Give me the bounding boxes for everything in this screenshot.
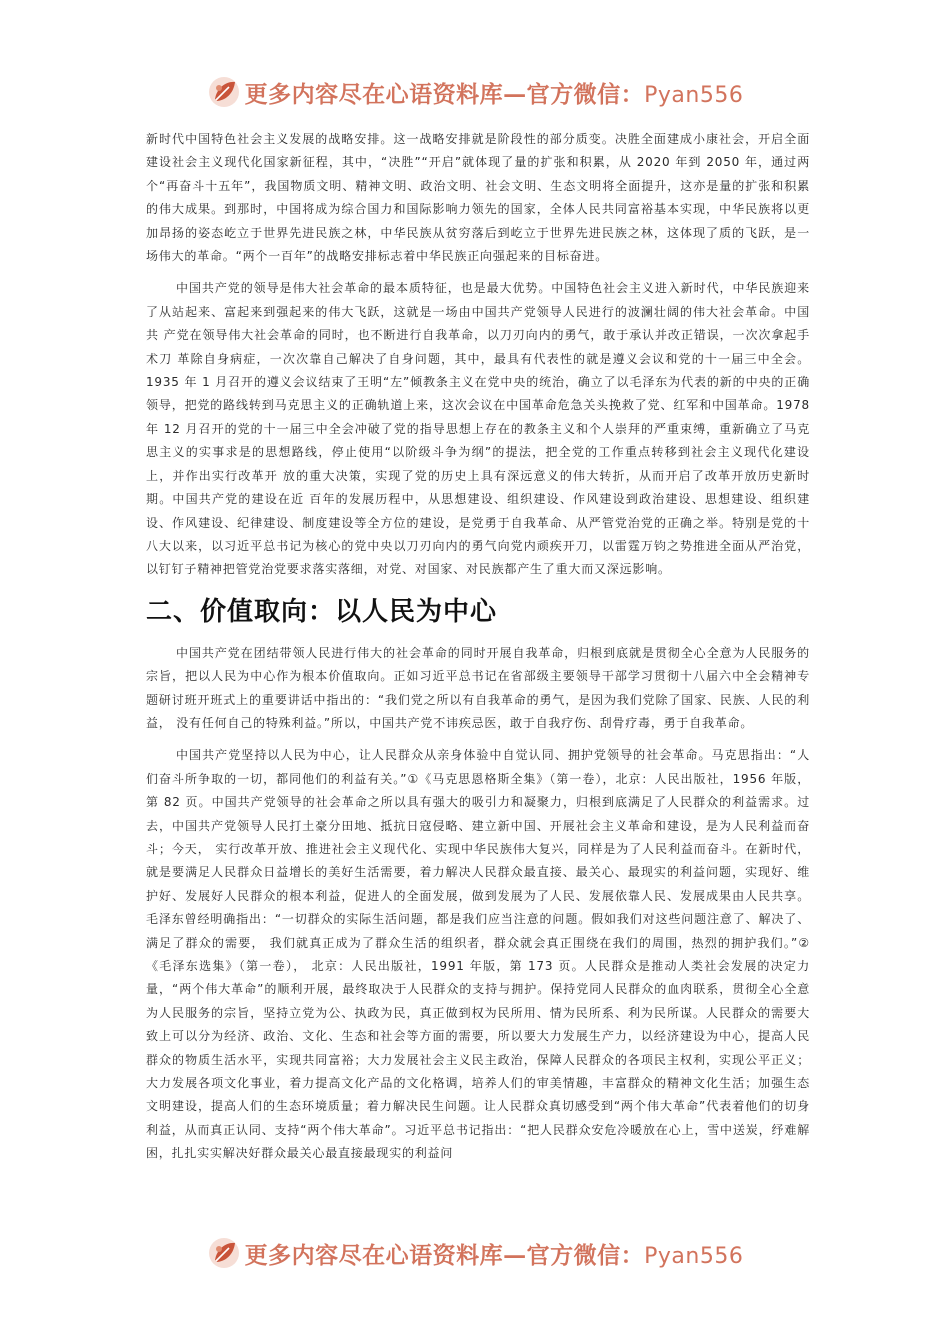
wechat-id: Pyan556 [644,82,744,108]
red-leaf-logo-icon [207,75,241,109]
paragraph: 中国共产党在团结带领人民进行伟大的社会革命的同时开展自我革命，归根到底就是贯彻全心全意为人民服务的 宗旨，把以人民为中心作为根本价值取向。正如习近平总书记在省部级主要领导干部学习贯彻十八届六中全会精神专题研讨班开班式上的重要讲话中指出的：“我们党之所以有自我革命的勇气，是因为我们党除了国家、民族、人民的利益， 没有任何自己的特殊利益。”所以，中国共产党不讳疾忌医，敢于自我疗伤、刮骨疗毒，勇于自我革命。 [146,645,810,730]
wechat-id: Pyan556 [644,1243,744,1269]
red-leaf-logo-icon [207,1236,241,1270]
paragraph: 新时代中国特色社会主义发展的战略安排。这一战略安排就是阶段性的部分质变。决胜全面建成小康社会，开启全面建设社会主义现代化国家新征程，其中，“决胜”“开启”就体现了量的扩张和积累，从 2020 年到 2050 年，通过两个“再奋斗十五年”，我国物质文明、精神文明、政治文明、社会文明、生态文明将全面提升，这亦是量的扩张和积累的伟大成果。到那时，中国将成为综合国力和国际影响力领先的国家，全体人民共同富裕基本实现，中华民族将以更加昂扬的姿态屹立于世界先进民族之林，中华民族从贫穷落后到屹立于世界先进民族之林，这体现了质的飞跃，是一场伟大的革命。“两个一百年”的战略安排标志着中华民族正向强起来的目标奋进。 [146,132,810,264]
document-body [146,128,810,1175]
paragraph: 中国共产党坚持以人民为中心，让人民群众从亲身体验中自觉认同、拥护党领导的社会革命。马克思指出：“人们奋斗所争取的一切，都同他们的利益有关。”①《马克思恩格斯全集》（第一卷），北京：人民出版社，1956 年版，第 82 页。中国共产党领导的社会革命之所以具有强大的吸引力和凝聚力，归根到底满足了人民群众的利益需求。过去，中国共产党领导人民打土豪分田地、抵抗日寇侵略、建立新中国、开展社会主义革命和建设，是为人民利益而奋斗；今天， 实行改革开放、推进社会主义现代化、实现中华民族伟大复兴，同样是为了人民利益而奋斗。在新时代，就是要满足人民群众日益增长的美好生活需要，着力解决人民群众最直接、最关心、最现实的利益问题，实现好、维护好、发展好人民群众的根本利益，促进人的全面发展，做到发展为了人民、发展依靠人民、发展成果由人民共享。毛泽东曾经明确指出：“一切群众的实际生活问题，都是我们应当注意的问题。假如我们对这些问题注意了、解决了、满足了群众的需要， 我们就真正成为了群众生活的组织者，群众就会真正围绕在我们的周围，热烈的拥护我们。”②《毛泽东选集》（第一卷）， 北京：人民出版社，1991 年版，第 173 页。人民群众是推动人类社会发展的决定力量，“两个伟大革命”的顺利开展，最终取决于人民群众的支持与拥护。保持党同人民群众的血肉联系，贯彻全心全意为人民服务的宗旨，坚持立党为公、执政为民，真正做到权为民所用、情为民所系、利为民所谋。人民群众的需要大致上可以分为经济、政治、文化、生态和社会等方面的需要，所以要大力发展生产力，以经济建设为中心，提高人民群众的物质生活水平，实现共同富裕；大力发展社会主义民主政治，保障人民群众的各项民主权利，实现公平正义；大力发展各项文化事业，着力提高文化产品的文化格调，培养人们的审美情趣，丰富群众的精神文化生活；加强生态文明建设，提高人们的生态环境质量；着力解决民生问题。让人民群众真切感受到“两个伟大革命”代表着他们的切身利益，从而真正认同、支持“两个伟大革命”。习近平总书记指出：“把人民群众安危冷暖放在心上，雪中送炭，纾难解困，扎扎实实解决好群众最关心最直接最现实的利益问 [146,748,810,1161]
header-banner [0,72,950,112]
paragraph: 中国共产党的领导是伟大社会革命的最本质特征，也是最大优势。中国特色社会主义进入新时代，中华民族迎来 了从站起来、富起来到强起来的伟大飞跃，这就是一场由中国共产党领导人民进行的波澜壮阔的伟大社会革命。中国共 产党在领导伟大社会革命的同时，也不断进行自我革命，以刀刃向内的勇气，敢于承认并改正错误，一次次拿起手术刀 革除自身病症，一次次靠自己解决了自身问题，其中，最具有代表性的就是遵义会议和党的十一届三中全会。1935 年 1 月召开的遵义会议结束了王明“左”倾教条主义在党中央的统治，确立了以毛泽东为代表的新的中央的正确领导，把党的路线转到马克思主义的正确轨道上来，这次会议在中国革命危急关头挽救了党、红军和中国革命。1978 年 12 月召开的党的十一届三中全会冲破了党的指导思想上存在的教条主义和个人崇拜的严重束缚，重新确立了马克思主义的实事求是的思想路线，停止使用“以阶级斗争为纲”的提法，把全党的工作重点转移到社会主义现代化建设上，并作出实行改革开 放的重大决策，实现了党的历史上具有深远意义的伟大转折，从而开启了改革开放历史新时期。中国共产党的建设在近 百年的发展历程中，从思想建设、组织建设、作风建设到政治建设、思想建设、组织建设、作风建设、纪律建设、制度建设等全方位的建设，是党勇于自我革命、从严管党治党的正确之举。特别是党的十八大以来，以习近平总书记为核心的党中央以刀刃向内的勇气向党内顽疾开刀，以雷霆万钧之势推进全面从严治党，以钉钉子精神把管党治党要求落实落细，对党、对国家、对民族都产生了重大而又深远影响。 [146,281,810,577]
section-heading: 二、价值取向：以人民为中心 [146,596,498,627]
banner-text: 更多内容尽在心语资料库—官方微信：Pyan556 [244,80,744,108]
banner-text: 更多内容尽在心语资料库—官方微信：Pyan556 [244,1241,744,1269]
footer-banner [0,1233,950,1273]
